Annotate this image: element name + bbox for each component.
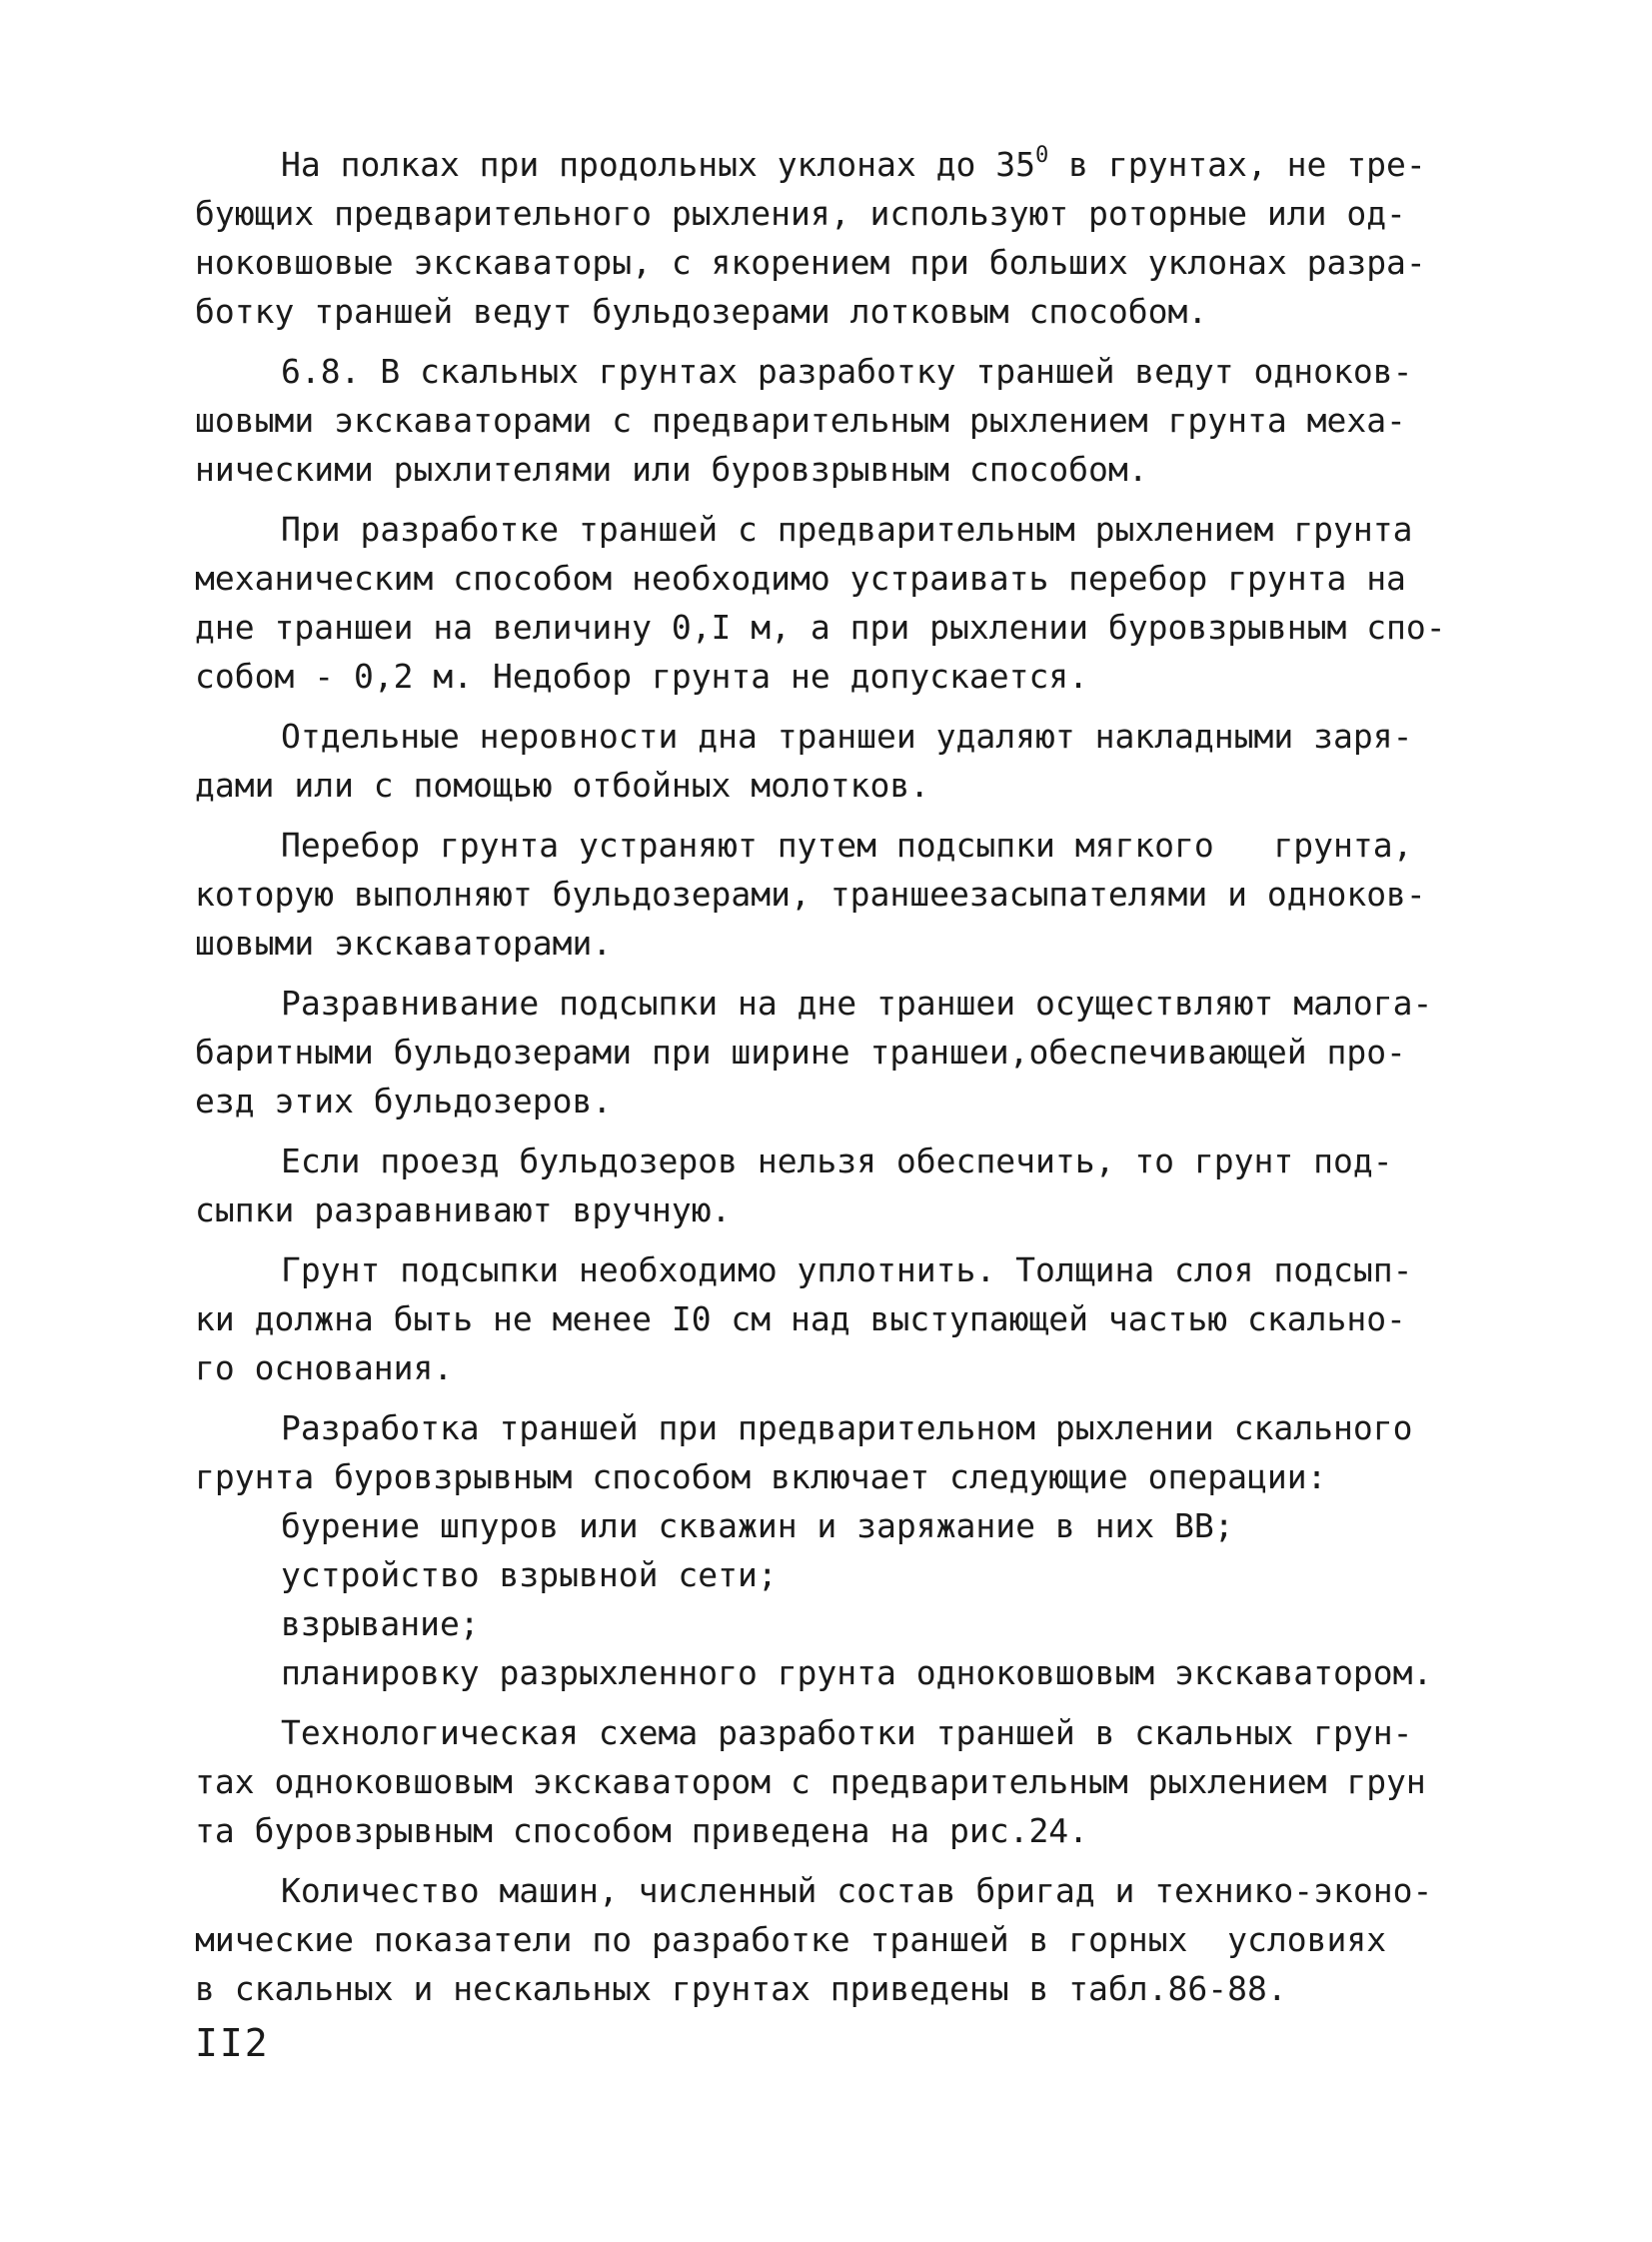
text-line: дами или с помощью отбойных молотков. — [195, 766, 930, 805]
text-line: механическим способом необходимо устраивать перебор грунта на — [195, 559, 1406, 598]
paragraph-razravnivanie — [195, 979, 1464, 1125]
text-line: которую выполняют бульдозерами, траншеезасыпателями и одноков- — [195, 875, 1426, 914]
text-line: го основания. — [195, 1348, 454, 1387]
text-line: Грунт подсыпки необходимо уплотнить. Толщина слоя подсып- — [281, 1250, 1413, 1289]
text-line: Перебор грунта устраняют путем подсыпки мягкого грунта, — [281, 826, 1413, 865]
text-line: в скальных и нескальных грунтах приведены в табл.86-88. — [195, 1969, 1287, 2008]
text-line: мические показатели по разработке траншей в горных условиях — [195, 1920, 1387, 1959]
text-line: Разработка траншей при предварительном рыхлении скального — [281, 1408, 1413, 1447]
list-item: взрывание; — [281, 1604, 480, 1643]
text-line: собом - 0,2 м. Недобор грунта не допускается. — [195, 657, 1089, 696]
list-item: планировку разрыхленного грунта одноковшовым экскаватором. — [281, 1653, 1433, 1692]
text-line: При разработке траншей с предварительным рыхлением грунта — [281, 510, 1413, 549]
text-line: На полках при продольных уклонах до $35^0$ в грунтах, не тре- — [281, 143, 1426, 184]
operations-list — [195, 1501, 1464, 1697]
superscript-degree: 0 — [1034, 143, 1049, 168]
text-line: баритными бульдозерами при ширине траншеи,обеспечивающей про- — [195, 1033, 1406, 1072]
paragraph-tech-scheme — [195, 1708, 1464, 1855]
text-line: грунта буровзрывным способом включает следующие операции: — [195, 1457, 1327, 1496]
text-line: ническими рыхлителями или буровзрывным способом. — [195, 450, 1148, 489]
text-line: ки должна быть не менее I0 см над выступающей частью скально- — [195, 1299, 1406, 1338]
text-line: Если проезд бульдозеров нельзя обеспечить, то грунт под- — [281, 1141, 1393, 1180]
text-line: Технологическая схема разработки траншей в скальных грун- — [281, 1713, 1413, 1752]
text-line: нoковшовые экскаваторы, с якорением при больших уклонах разра- — [195, 243, 1426, 282]
paragraph-vruchnuyu — [195, 1136, 1464, 1234]
page-number: II2 — [195, 2021, 270, 2065]
paragraph-kolichestvo-mashin — [195, 1866, 1464, 2013]
text-line: дне траншеи на величину 0,I м, а при рыхлении буровзрывным спо- — [195, 608, 1446, 647]
list-item: бурение шпуров или скважин и заряжание в них ВВ; — [281, 1506, 1234, 1545]
text-line: тах одноковшовым экскаватором с предварительным рыхлением грун — [195, 1762, 1426, 1801]
text-line: Отдельные неровности дна траншеи удаляют накладными заря- — [281, 717, 1413, 756]
text-line: шовыми экскаваторами. — [195, 924, 613, 963]
paragraph-pereboor-depth — [195, 505, 1464, 701]
paragraph-nerovnosti — [195, 712, 1464, 810]
text-line: Разравнивание подсыпки на дне траншеи осуществляют малога- — [281, 984, 1433, 1023]
text-line: бующих предварительного рыхления, используют роторные или од- — [195, 194, 1406, 233]
text-line: ботку траншей ведут бульдозерами лотковым способом. — [195, 292, 1208, 331]
body-text — [195, 140, 1464, 2024]
list-item: устройство взрывной сети; — [281, 1555, 778, 1594]
paragraph-6-8 — [195, 347, 1464, 494]
paragraph-operacii-intro — [195, 1403, 1464, 1501]
paragraph-uplotnit — [195, 1245, 1464, 1392]
text-line: Количество машин, численный состав бригад и технико-эконо- — [281, 1871, 1433, 1910]
paragraph-podsypka — [195, 821, 1464, 968]
text-line: езд этих бульдозеров. — [195, 1082, 613, 1121]
text-line: 6.8. В скальных грунтах разработку траншей ведут одноков- — [281, 352, 1413, 391]
text-line: та буровзрывным способом приведена на рис.24. — [195, 1811, 1089, 1850]
text-line: сыпки разравнивают вручную. — [195, 1190, 732, 1229]
text-line: шовыми экскаваторами с предварительным рыхлением грунта меха- — [195, 401, 1406, 440]
paragraph-polki — [195, 140, 1464, 336]
